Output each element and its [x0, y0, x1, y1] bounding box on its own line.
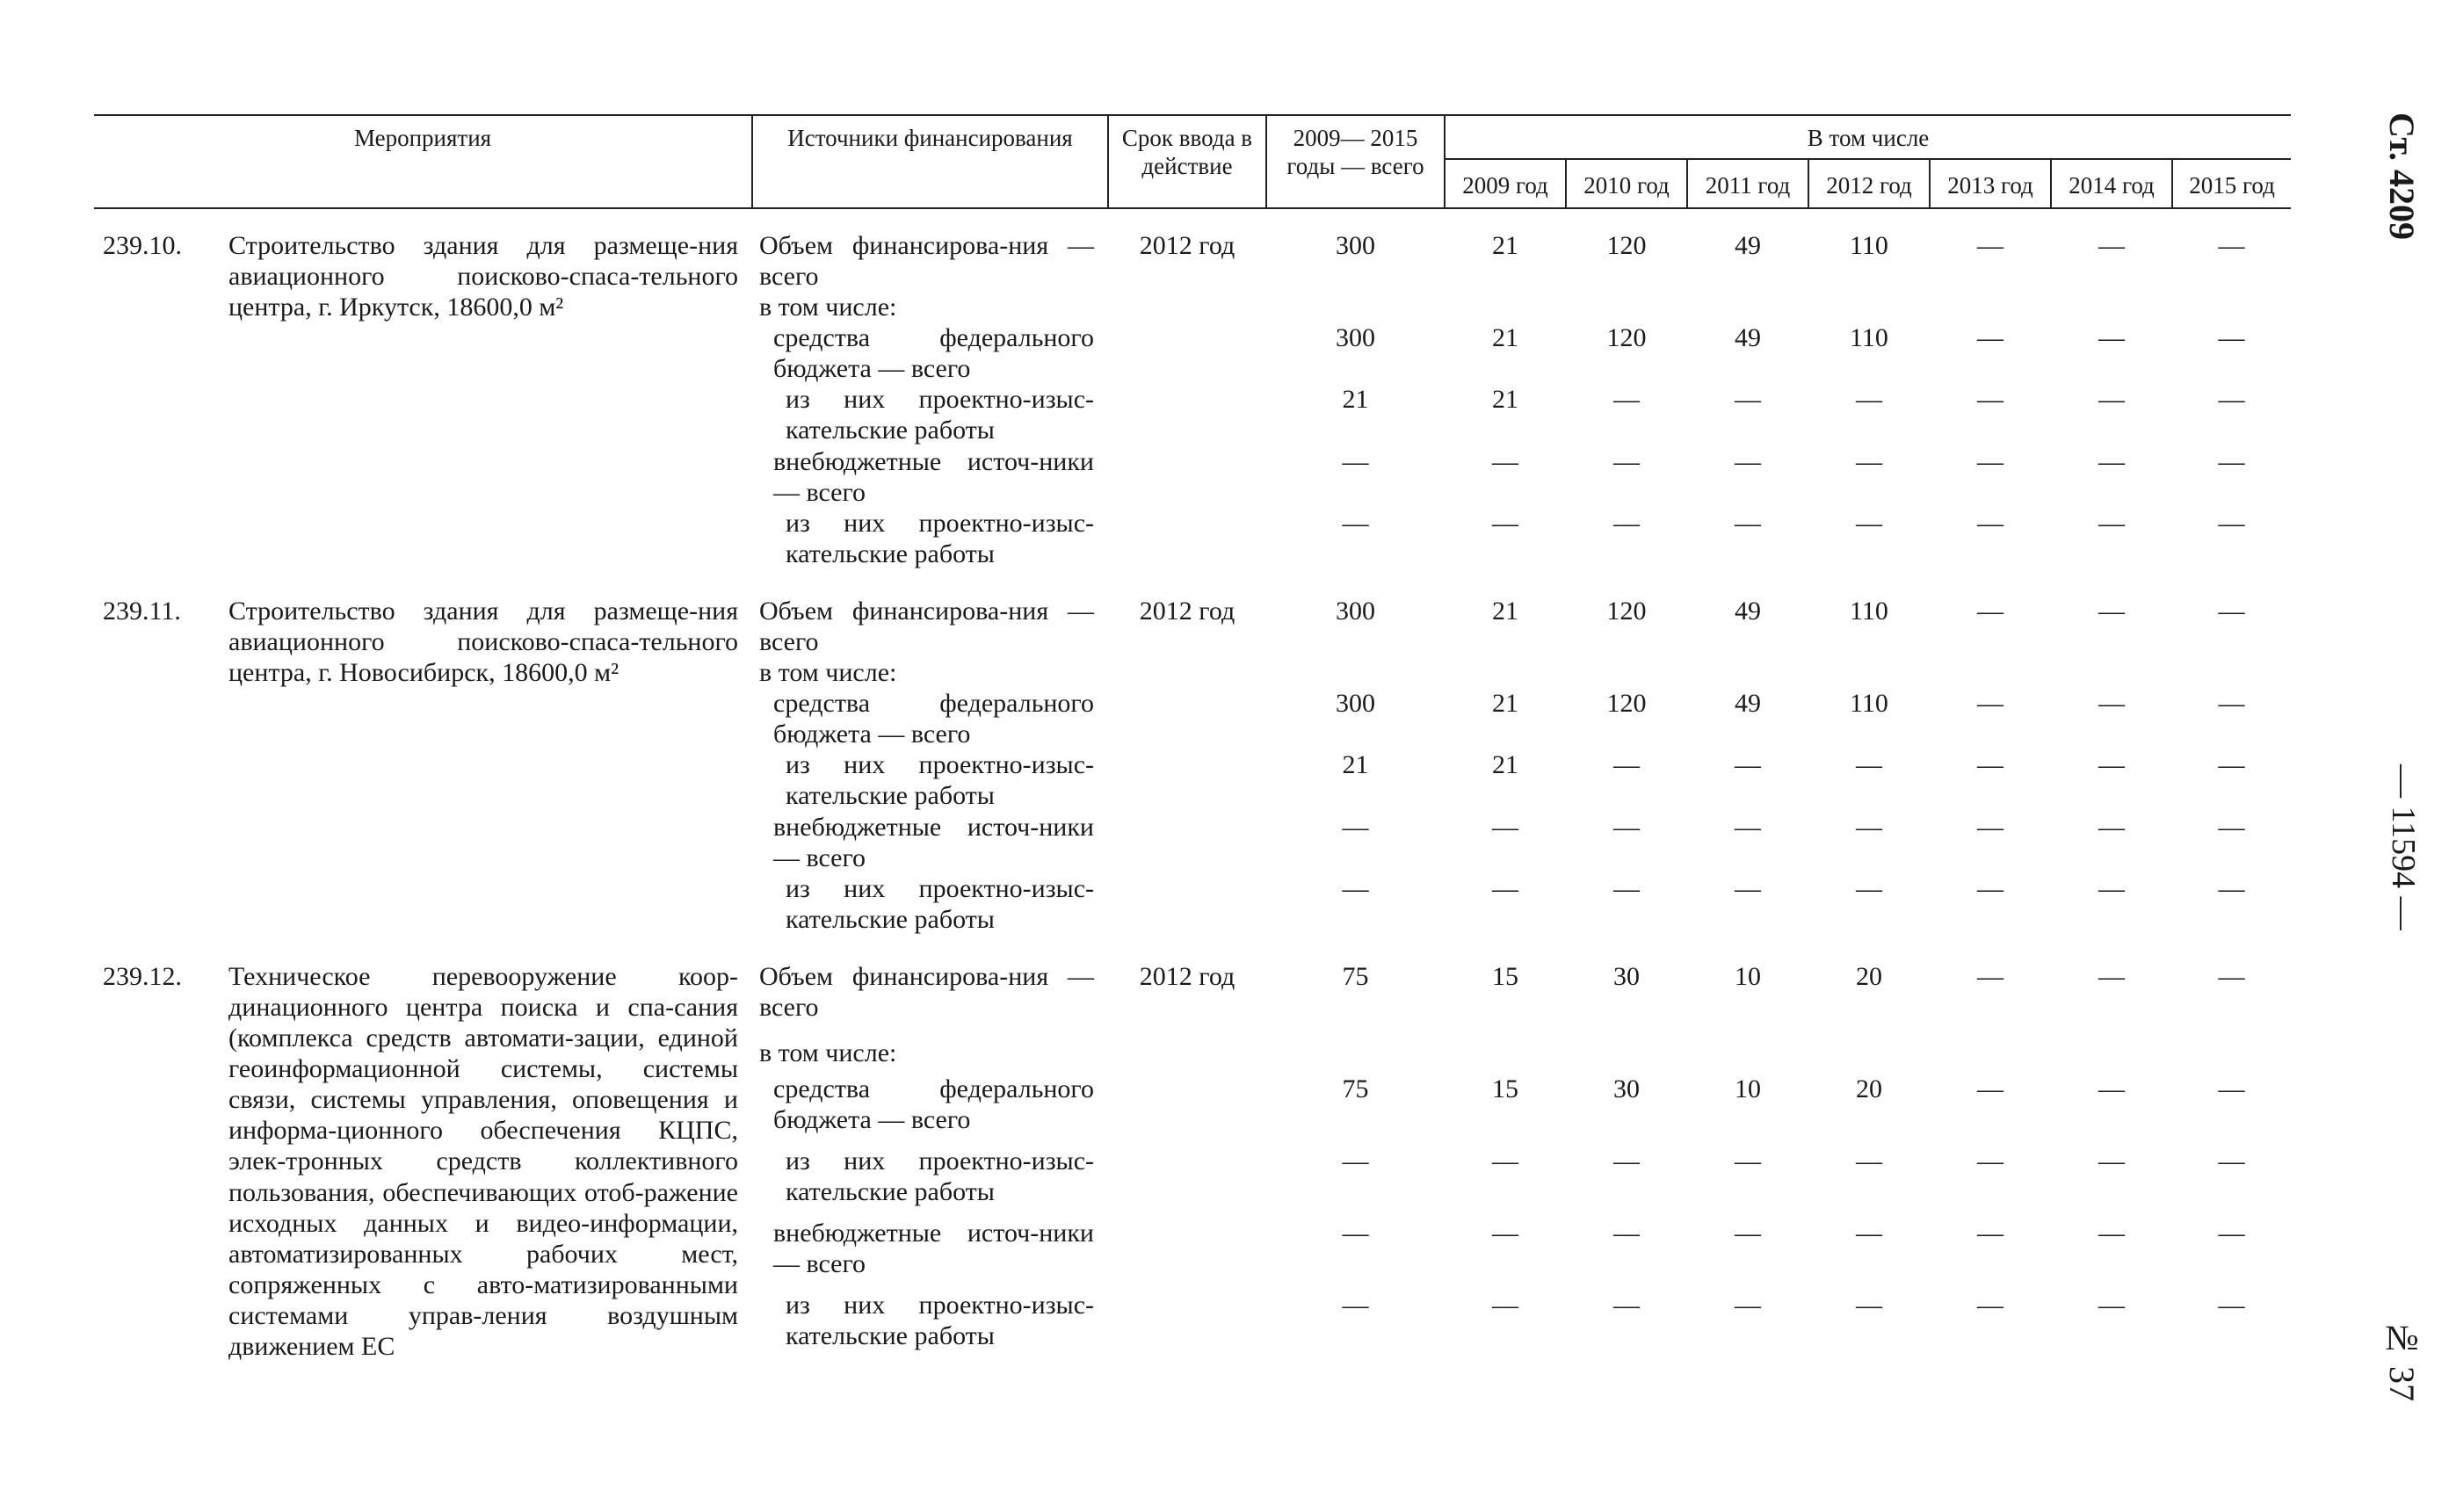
- value-2009: 21: [1492, 230, 1518, 260]
- table-body: [94, 208, 2291, 1362]
- value-2014: —: [2098, 812, 2125, 842]
- value-2009: 15: [1492, 1074, 1518, 1103]
- value-2012: —: [1856, 750, 1882, 780]
- value-2013: [1930, 657, 2051, 688]
- value-2013: —: [1977, 596, 2003, 626]
- value-2011: 49: [1735, 230, 1761, 260]
- total-value: 300: [1336, 596, 1375, 626]
- funding-source: из них проектно-изыс-кательские работы: [786, 873, 1094, 934]
- total-value: 300: [1336, 230, 1375, 260]
- total-value: [1266, 1038, 1445, 1074]
- value-2014: —: [2098, 873, 2125, 903]
- entry-term: 2012 год: [1139, 961, 1235, 991]
- header-year-2014: 2014 год: [2051, 159, 2172, 208]
- value-2011: —: [1735, 446, 1761, 476]
- value-2015: —: [2218, 689, 2245, 719]
- total-value: —: [1342, 446, 1369, 476]
- value-2013: —: [1977, 1074, 2003, 1103]
- value-2015: —: [2218, 1147, 2245, 1176]
- value-2011: 49: [1735, 323, 1761, 353]
- value-2010: —: [1613, 873, 1640, 903]
- funding-source: в том числе:: [759, 1038, 897, 1067]
- header-year-2013: 2013 год: [1930, 159, 2051, 208]
- document-number: — 11594 —: [2385, 764, 2422, 930]
- value-2010: —: [1613, 508, 1640, 538]
- value-2012: —: [1856, 446, 1882, 476]
- value-2009: 21: [1492, 323, 1518, 353]
- value-2010: 120: [1606, 323, 1647, 353]
- value-2012: —: [1856, 1219, 1882, 1248]
- funding-source: внебюджетные источ-ники — всего: [773, 1219, 1094, 1279]
- value-2013: —: [1977, 230, 2003, 260]
- funding-source: внебюджетные источ-ники — всего: [773, 812, 1094, 872]
- table-row: [94, 208, 2291, 292]
- value-2015: —: [2218, 961, 2245, 991]
- header-including: В том числе: [1445, 115, 2291, 159]
- value-2012: [1808, 657, 1930, 688]
- value-2011: [1687, 1038, 1808, 1074]
- funding-source: из них проектно-изыс-кательские работы: [786, 1147, 1094, 1207]
- value-2012: —: [1856, 508, 1882, 538]
- funding-source-cell: [752, 688, 1108, 749]
- funding-source-cell: [752, 657, 1108, 688]
- funding-source-cell: [752, 446, 1108, 508]
- funding-source-cell: [752, 508, 1108, 569]
- funding-source: из них проектно-изыс-кательские работы: [786, 508, 1094, 568]
- funding-source: из них проектно-изыс-кательские работы: [786, 385, 1094, 445]
- value-2013: —: [1977, 961, 2003, 991]
- value-2011: —: [1735, 1291, 1761, 1320]
- value-2010: 120: [1606, 596, 1647, 626]
- value-2013: —: [1977, 1147, 2003, 1176]
- value-2010: —: [1613, 446, 1640, 476]
- funding-source-cell: [752, 1218, 1108, 1290]
- value-2009: —: [1492, 812, 1518, 842]
- value-2011: —: [1735, 1219, 1761, 1248]
- value-2013: —: [1977, 689, 2003, 719]
- value-2015: —: [2218, 508, 2245, 538]
- funding-source-cell: [752, 322, 1108, 384]
- total-value: —: [1342, 508, 1369, 538]
- funding-source: средства федерального бюджета — всего: [773, 1074, 1094, 1135]
- table-row: [94, 569, 2291, 657]
- value-2012: 110: [1850, 596, 1888, 626]
- value-2014: —: [2098, 1219, 2125, 1248]
- value-2010: 120: [1606, 230, 1647, 260]
- value-2011: —: [1735, 812, 1761, 842]
- funding-source-cell: [752, 292, 1108, 322]
- value-2012: —: [1856, 1147, 1882, 1176]
- total-value: 300: [1336, 689, 1375, 719]
- header-year-2010: 2010 год: [1566, 159, 1687, 208]
- value-2012: —: [1856, 812, 1882, 842]
- header-year-2011: 2011 год: [1687, 159, 1808, 208]
- funding-source-cell: [752, 208, 1108, 292]
- value-2012: 110: [1850, 689, 1888, 719]
- value-2013: —: [1977, 1219, 2003, 1248]
- value-2009: —: [1492, 446, 1518, 476]
- value-2015: —: [2218, 596, 2245, 626]
- value-2012: [1808, 1038, 1930, 1074]
- value-2009: 15: [1492, 961, 1518, 991]
- value-2011: 10: [1735, 961, 1761, 991]
- value-2012: —: [1856, 1291, 1882, 1320]
- value-2015: —: [2218, 1291, 2245, 1320]
- value-2009: —: [1492, 1291, 1518, 1320]
- value-2015: —: [2218, 385, 2245, 415]
- funding-source-cell: [752, 1074, 1108, 1146]
- value-2014: —: [2098, 596, 2125, 626]
- funding-source: в том числе:: [759, 293, 897, 322]
- value-2011: —: [1735, 385, 1761, 415]
- total-value: 21: [1342, 385, 1369, 415]
- funding-source-cell: [752, 384, 1108, 445]
- value-2014: —: [2098, 961, 2125, 991]
- value-2009: —: [1492, 508, 1518, 538]
- value-2014: [2051, 1038, 2172, 1074]
- value-2009: [1445, 1038, 1566, 1074]
- value-2015: —: [2218, 1219, 2245, 1248]
- value-2011: 10: [1735, 1074, 1761, 1103]
- entry-number: 239.12.: [103, 961, 182, 991]
- funding-source: из них проектно-изыс-кательские работы: [786, 1291, 1094, 1351]
- value-2010: 30: [1613, 961, 1640, 991]
- value-2014: [2051, 657, 2172, 688]
- value-2012: 110: [1850, 323, 1888, 353]
- value-2009: 21: [1492, 385, 1518, 415]
- funding-source: из них проектно-изыс-кательские работы: [786, 750, 1094, 811]
- value-2014: —: [2098, 1074, 2125, 1103]
- value-2015: —: [2218, 750, 2245, 780]
- value-2011: —: [1735, 750, 1761, 780]
- value-2013: —: [1977, 508, 2003, 538]
- funding-source: Объем финансирова-ния — всего: [759, 961, 1094, 1023]
- value-2015: —: [2218, 812, 2245, 842]
- value-2010: —: [1613, 385, 1640, 415]
- value-2009: [1445, 657, 1566, 688]
- funding-source-cell: [752, 749, 1108, 811]
- value-2015: —: [2218, 446, 2245, 476]
- total-value: —: [1342, 1219, 1369, 1248]
- funding-source-cell: [752, 935, 1108, 1038]
- total-value: —: [1342, 873, 1369, 903]
- funding-source-cell: [752, 569, 1108, 657]
- total-value: —: [1342, 812, 1369, 842]
- value-2013: [1930, 1038, 2051, 1074]
- value-2014: —: [2098, 689, 2125, 719]
- value-2012: 20: [1856, 1074, 1882, 1103]
- table-row: [94, 935, 2291, 1038]
- value-2013: —: [1977, 446, 2003, 476]
- value-2009: [1445, 292, 1566, 322]
- value-2013: —: [1977, 1291, 2003, 1320]
- value-2014: —: [2098, 508, 2125, 538]
- total-value: [1266, 292, 1445, 322]
- value-2011: 49: [1735, 596, 1761, 626]
- entry-term: 2012 год: [1139, 230, 1235, 260]
- funding-source-cell: [752, 1146, 1108, 1218]
- value-2014: [2051, 292, 2172, 322]
- funding-source-cell: [752, 812, 1108, 873]
- total-value: 21: [1342, 750, 1369, 780]
- program-table: [94, 114, 2291, 1362]
- entry-name: Строительство здания для размеще-ния авиационного поисково-спаса-тельного центра, г. Новосибирск, 18600,0 м²: [228, 596, 738, 688]
- value-2009: —: [1492, 1219, 1518, 1248]
- value-2009: —: [1492, 1147, 1518, 1176]
- header-year-2009: 2009 год: [1445, 159, 1566, 208]
- header-sources: Источники финансирования: [752, 115, 1108, 208]
- funding-source: Объем финансирова-ния — всего: [759, 596, 1094, 656]
- value-2010: [1566, 657, 1687, 688]
- value-2013: —: [1977, 323, 2003, 353]
- value-2013: [1930, 292, 2051, 322]
- total-value: [1266, 657, 1445, 688]
- value-2015: —: [2218, 1074, 2245, 1103]
- entry-number: 239.11.: [103, 596, 181, 626]
- value-2012: 20: [1856, 961, 1882, 991]
- page-number-label: Ст. 4209: [2382, 112, 2422, 240]
- total-value: —: [1342, 1147, 1369, 1176]
- value-2011: [1687, 292, 1808, 322]
- value-2010: —: [1613, 1147, 1640, 1176]
- value-2012: [1808, 292, 1930, 322]
- funding-source: Объем финансирова-ния — всего: [759, 230, 1094, 291]
- value-2011: —: [1735, 873, 1761, 903]
- value-2015: —: [2218, 230, 2245, 260]
- table-header: [94, 115, 2291, 208]
- value-2013: —: [1977, 750, 2003, 780]
- value-2010: [1566, 292, 1687, 322]
- value-2010: [1566, 1038, 1687, 1074]
- entry-term: 2012 год: [1139, 596, 1235, 626]
- funding-source: внебюджетные источ-ники — всего: [773, 446, 1094, 507]
- value-2010: 30: [1613, 1074, 1640, 1103]
- header-year-2015: 2015 год: [2172, 159, 2291, 208]
- value-2014: —: [2098, 385, 2125, 415]
- value-2009: 21: [1492, 596, 1518, 626]
- funding-source-cell: [752, 1290, 1108, 1362]
- value-2014: —: [2098, 1291, 2125, 1320]
- header-year-2012: 2012 год: [1808, 159, 1930, 208]
- value-2013: —: [1977, 385, 2003, 415]
- header-activities: Мероприятия: [94, 115, 752, 208]
- total-value: 75: [1342, 1074, 1369, 1103]
- value-2009: 21: [1492, 750, 1518, 780]
- value-2015: [2172, 1038, 2291, 1074]
- issue-number: № 37: [2382, 1318, 2422, 1401]
- entry-number: 239.10.: [103, 230, 182, 260]
- funding-source-cell: [752, 873, 1108, 935]
- entry-name: Строительство здания для размеще-ния авиационного поисково-спаса-тельного центра, г. Иркутск, 18600,0 м²: [228, 230, 738, 322]
- value-2015: [2172, 292, 2291, 322]
- value-2015: [2172, 657, 2291, 688]
- total-value: 75: [1342, 961, 1369, 991]
- funding-source: средства федерального бюджета — всего: [773, 323, 1094, 384]
- value-2011: 49: [1735, 689, 1761, 719]
- value-2014: —: [2098, 750, 2125, 780]
- value-2010: —: [1613, 750, 1640, 780]
- total-value: —: [1342, 1291, 1369, 1320]
- value-2011: —: [1735, 508, 1761, 538]
- entry-name: Техническое перевооружение коор-динационного центра поиска и спа-сания (комплекса средств автомати-зации, единой геоинформационной системы, системы связи, системы управления, оповещения и информа-ционного обеспечения КЦПС, элек-тронных средств коллективного пользования, обеспечивающих отоб-ражение исходных данных и видео-информации, автоматизированных рабочих мест, сопряженных с авто-матизированными системами управ-ления воздушным движением ЕС: [228, 961, 738, 1362]
- value-2015: —: [2218, 323, 2245, 353]
- value-2011: [1687, 657, 1808, 688]
- value-2015: —: [2218, 873, 2245, 903]
- value-2010: 120: [1606, 689, 1647, 719]
- value-2014: —: [2098, 230, 2125, 260]
- funding-source: в том числе:: [759, 658, 897, 688]
- value-2014: —: [2098, 446, 2125, 476]
- value-2012: —: [1856, 873, 1882, 903]
- value-2011: —: [1735, 1147, 1761, 1176]
- value-2009: —: [1492, 873, 1518, 903]
- header-term: Срок ввода в действие: [1108, 115, 1266, 208]
- value-2009: 21: [1492, 689, 1518, 719]
- funding-source-cell: [752, 1038, 1108, 1074]
- funding-source: средства федерального бюджета — всего: [773, 689, 1094, 749]
- header-total: 2009— 2015 годы — всего: [1266, 115, 1445, 208]
- value-2012: 110: [1850, 230, 1888, 260]
- value-2014: —: [2098, 1147, 2125, 1176]
- value-2010: —: [1613, 1219, 1640, 1248]
- value-2014: —: [2098, 323, 2125, 353]
- value-2010: —: [1613, 1291, 1640, 1320]
- value-2012: —: [1856, 385, 1882, 415]
- value-2013: —: [1977, 812, 2003, 842]
- value-2010: —: [1613, 812, 1640, 842]
- value-2013: —: [1977, 873, 2003, 903]
- total-value: 300: [1336, 323, 1375, 353]
